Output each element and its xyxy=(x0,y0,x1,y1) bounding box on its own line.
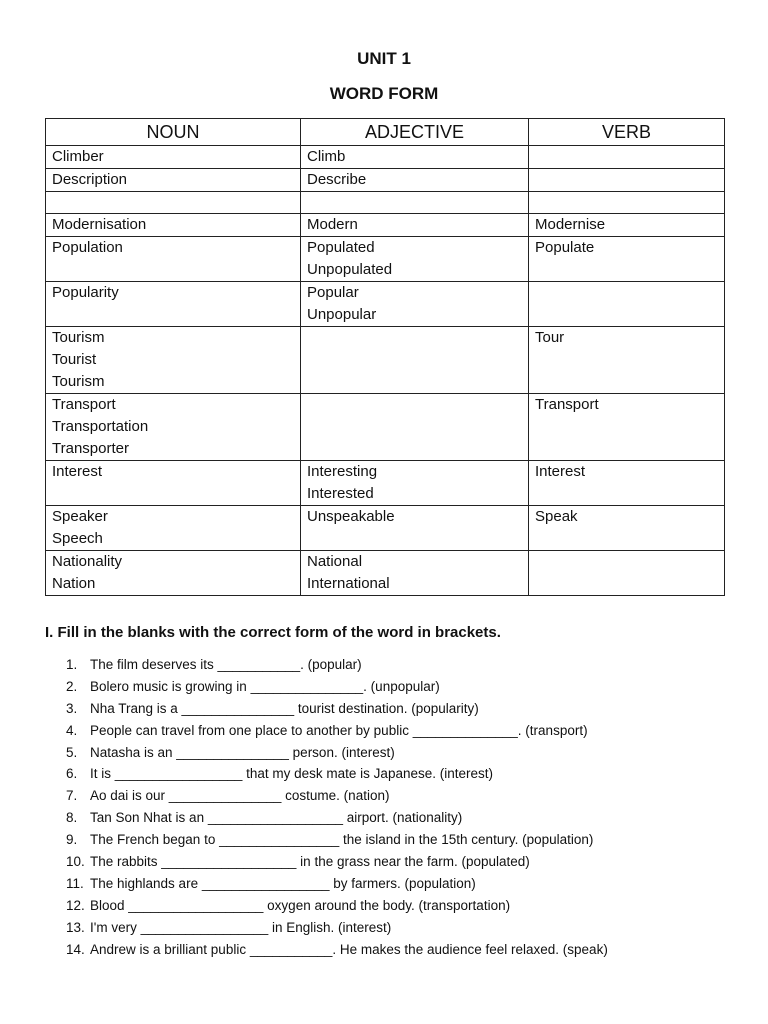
table-row xyxy=(46,461,725,506)
adjective-cell xyxy=(301,551,529,596)
noun-cell xyxy=(46,237,301,282)
verb-word: Populate xyxy=(535,239,595,256)
item-number: 6. xyxy=(66,766,78,782)
item-text: People can travel from one place to another by public ______________. (transport) xyxy=(90,722,588,738)
adjective-cell xyxy=(301,282,529,327)
column-header-verb: VERB xyxy=(529,119,725,146)
adjective-cell xyxy=(301,394,529,461)
verb-cell xyxy=(529,192,725,214)
table-row xyxy=(46,237,725,282)
list-item xyxy=(66,720,608,742)
noun-word: Speaker xyxy=(52,508,108,525)
verb-cell xyxy=(529,551,725,596)
noun-cell xyxy=(46,146,301,169)
noun-cell xyxy=(46,192,301,214)
list-item xyxy=(66,917,608,939)
item-text: The film deserves its ___________. (popular) xyxy=(90,657,362,672)
table-row xyxy=(46,506,725,551)
adjective-word: Unpopulated xyxy=(307,261,393,278)
list-item xyxy=(66,676,608,698)
item-text: Bolero music is growing in _______________. (unpopular) xyxy=(90,678,440,694)
noun-word: Transportation xyxy=(52,418,149,435)
adjective-cell xyxy=(301,237,529,282)
item-text: Ao dai is our _______________ costume. (nation) xyxy=(90,788,390,804)
adjective-word: Interested xyxy=(307,485,374,502)
exercise-list xyxy=(66,654,608,960)
noun-cell xyxy=(46,327,301,394)
verb-cell xyxy=(529,394,725,461)
adjective-cell xyxy=(301,327,529,394)
adjective-word: Modern xyxy=(307,216,358,233)
noun-cell xyxy=(46,461,301,506)
noun-word: Interest xyxy=(52,463,103,480)
noun-word: Tourist xyxy=(52,351,97,368)
noun-word: Nation xyxy=(52,575,96,592)
table-row xyxy=(46,551,725,596)
unit-title: UNIT 1 xyxy=(357,49,411,68)
noun-cell xyxy=(46,394,301,461)
verb-word: Tour xyxy=(535,329,565,346)
item-number: 3. xyxy=(66,700,78,716)
noun-word: Tourism xyxy=(52,373,105,390)
noun-word: Transport xyxy=(52,396,116,413)
list-item xyxy=(66,895,608,917)
list-item xyxy=(66,785,608,807)
noun-cell xyxy=(46,214,301,237)
verb-word: Modernise xyxy=(535,216,606,233)
adjective-word: National xyxy=(307,553,363,570)
adjective-word: International xyxy=(307,575,390,592)
word-form-table xyxy=(45,118,725,596)
list-item xyxy=(66,873,608,895)
verb-word: Speak xyxy=(535,508,578,525)
table-header-row xyxy=(46,119,725,146)
list-item xyxy=(66,763,608,785)
column-header-noun: NOUN xyxy=(46,119,301,146)
adjective-cell xyxy=(301,461,529,506)
item-text: The French began to ________________ the island in the 15th century. (population) xyxy=(90,832,594,848)
item-number: 1. xyxy=(66,657,78,672)
adjective-cell xyxy=(301,214,529,237)
adjective-word: Climb xyxy=(307,148,346,165)
noun-cell xyxy=(46,551,301,596)
item-number: 4. xyxy=(66,722,78,738)
noun-cell xyxy=(46,282,301,327)
noun-word: Tourism xyxy=(52,329,105,346)
verb-cell xyxy=(529,461,725,506)
adjective-cell xyxy=(301,506,529,551)
item-text: Nha Trang is a _______________ tourist destination. (popularity) xyxy=(90,700,479,716)
item-text: Natasha is an _______________ person. (interest) xyxy=(90,744,395,760)
verb-cell xyxy=(529,282,725,327)
noun-word: Population xyxy=(52,239,123,256)
table-row xyxy=(46,394,725,461)
list-item xyxy=(66,654,608,676)
item-text: I'm very _________________ in English. (interest) xyxy=(90,919,392,935)
table-row-empty xyxy=(46,192,725,214)
table-row xyxy=(46,146,725,169)
verb-word: Transport xyxy=(535,396,599,413)
noun-cell xyxy=(46,169,301,192)
adjective-word: Unpopular xyxy=(307,306,377,323)
item-text: Andrew is a brilliant public ___________. He makes the audience feel relaxed. (speak) xyxy=(90,941,608,957)
adjective-cell xyxy=(301,169,529,192)
verb-cell xyxy=(529,327,725,394)
noun-word: Popularity xyxy=(52,284,119,301)
adjective-word: Unspeakable xyxy=(307,508,395,525)
item-number: 2. xyxy=(66,678,78,694)
adjective-word: Describe xyxy=(307,171,367,188)
table-row xyxy=(46,169,725,192)
adjective-cell xyxy=(301,146,529,169)
noun-word: Modernisation xyxy=(52,216,147,233)
verb-cell xyxy=(529,506,725,551)
table-row xyxy=(46,282,725,327)
item-text: It is _________________ that my desk mate is Japanese. (interest) xyxy=(90,766,493,782)
adjective-word: Populated xyxy=(307,239,375,256)
noun-word: Transporter xyxy=(52,440,129,457)
list-item xyxy=(66,939,608,961)
adjective-cell xyxy=(301,192,529,214)
list-item xyxy=(66,742,608,764)
table-row xyxy=(46,327,725,394)
item-text: The rabbits __________________ in the grass near the farm. (populated) xyxy=(90,854,530,870)
verb-cell xyxy=(529,169,725,192)
item-text: Tan Son Nhat is an __________________ airport. (nationality) xyxy=(90,810,463,826)
noun-word: Speech xyxy=(52,530,103,547)
verb-cell xyxy=(529,214,725,237)
list-item xyxy=(66,807,608,829)
list-item xyxy=(66,698,608,720)
page-title: WORD FORM xyxy=(329,84,439,103)
verb-cell xyxy=(529,237,725,282)
item-number: 9. xyxy=(66,832,78,848)
table-row xyxy=(46,214,725,237)
list-item xyxy=(66,851,608,873)
noun-cell xyxy=(46,506,301,551)
noun-word: Nationality xyxy=(52,553,123,570)
item-number: 14. xyxy=(66,941,85,957)
item-number: 11. xyxy=(66,875,84,891)
item-text: The highlands are _________________ by farmers. (population) xyxy=(90,875,476,891)
item-text: Blood __________________ oxygen around the body. (transportation) xyxy=(90,897,511,913)
adjective-word: Popular xyxy=(307,284,359,301)
exercise-heading: I. Fill in the blanks with the correct form of the word in brackets. xyxy=(45,624,501,641)
adjective-word: Interesting xyxy=(307,463,378,480)
verb-word: Interest xyxy=(535,463,586,480)
item-number: 13. xyxy=(66,919,85,935)
item-number: 8. xyxy=(66,810,78,826)
list-item xyxy=(66,829,608,851)
column-header-adjective: ADJECTIVE xyxy=(301,119,529,146)
item-number: 12. xyxy=(66,897,85,913)
item-number: 5. xyxy=(66,744,78,760)
noun-word: Climber xyxy=(52,148,104,165)
verb-cell xyxy=(529,146,725,169)
item-number: 7. xyxy=(66,788,78,804)
noun-word: Description xyxy=(52,171,128,188)
item-number: 10. xyxy=(66,854,85,870)
